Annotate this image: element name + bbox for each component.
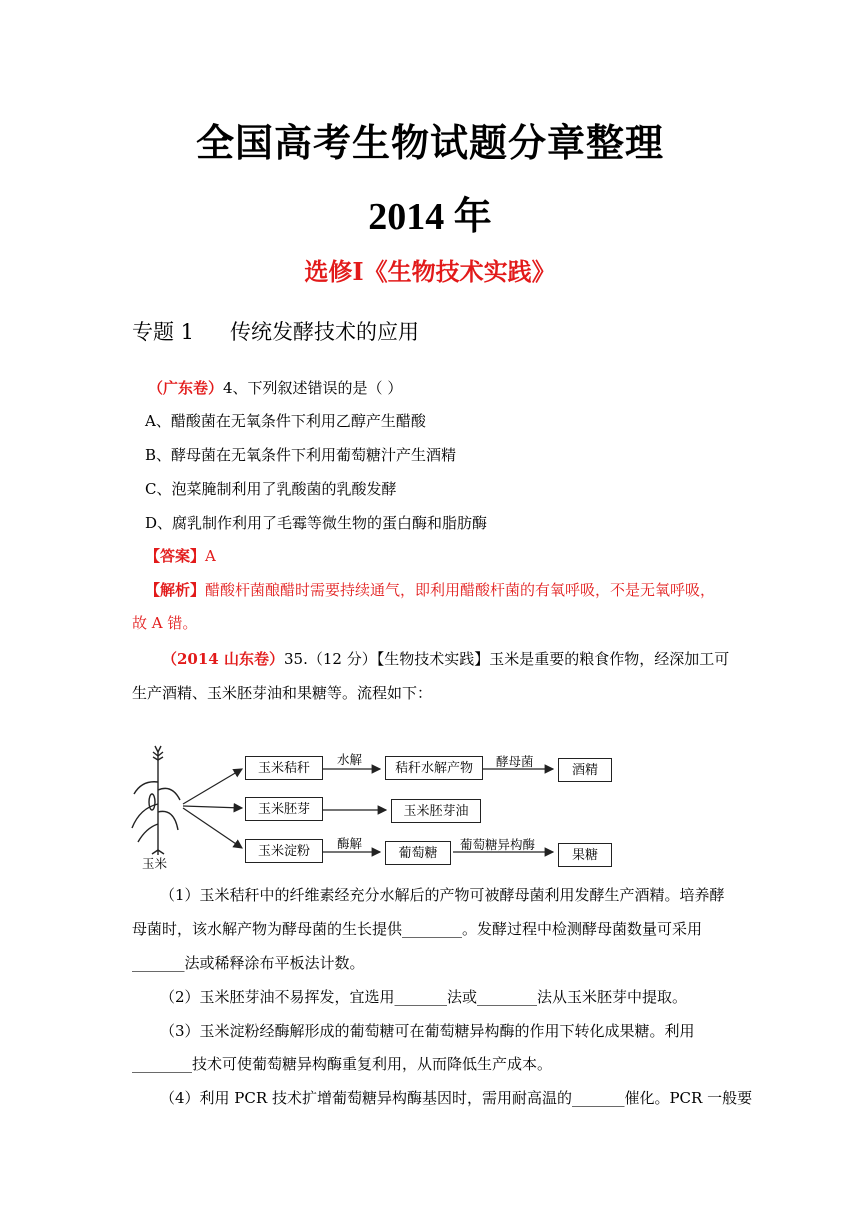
analysis-tag: 【解析】	[145, 581, 206, 599]
q1-analysis-line-2: 故 A 错。	[132, 614, 198, 632]
q1-option-a: A、醋酸菌在无氧条件下利用乙醇产生醋酸	[145, 412, 426, 430]
label-isomerase: 葡萄糖异构酶	[460, 837, 536, 852]
q2-stem-line-2: 生产酒精、玉米胚芽油和果糖等。流程如下：	[132, 684, 433, 702]
box-straw-hydrolysate: 秸秆水解产物	[385, 756, 483, 780]
section-number: 专题 1	[132, 320, 195, 344]
answer-value: A	[205, 547, 216, 565]
q2-part1-line-1: （1）玉米秸秆中的纤维素经充分水解后的产物可被酵母菌利用发酵生产酒精。培养酵	[160, 886, 725, 904]
q1-option-b: B、酵母菌在无氧条件下利用葡萄糖汁产生酒精	[145, 446, 457, 464]
document-title: 全国高考生物试题分章整理	[195, 120, 664, 165]
q2-stem-line-1	[162, 649, 729, 669]
corn-label: 玉米	[142, 856, 168, 871]
label-hydrolysis: 水解	[337, 752, 363, 767]
q1-source: （广东卷）	[148, 379, 224, 397]
q2-part3-line-2: ________技术可使葡萄糖异构酶重复利用，从而降低生产成本。	[132, 1055, 553, 1073]
flow-arrows	[128, 742, 628, 872]
box-fructose: 果糖	[558, 843, 612, 867]
box-corn-germ: 玉米胚芽	[245, 797, 323, 821]
q2-part4: （4）利用 PCR 技术扩增葡萄糖异构酶基因时，需用耐高温的_______催化。PCR 一般要	[160, 1089, 753, 1107]
section-name: 传统发酵技术的应用	[230, 320, 420, 344]
module-title: 选修Ⅰ《生物技术实践》	[304, 257, 556, 286]
box-alcohol: 酒精	[558, 758, 612, 782]
q1-analysis-line-1	[145, 580, 715, 600]
answer-tag: 【答案】	[145, 547, 206, 565]
q2-source: （2014 山东卷）	[162, 650, 284, 668]
box-corn-starch: 玉米淀粉	[245, 839, 323, 863]
q1-option-c: C、泡菜腌制利用了乳酸菌的乳酸发酵	[145, 480, 397, 498]
label-yeast: 酵母菌	[496, 754, 534, 769]
box-glucose: 葡萄糖	[385, 841, 451, 865]
box-corn-straw: 玉米秸秆	[245, 756, 323, 780]
corn-process-flow-diagram	[128, 742, 628, 872]
q2-stem-text: 35.（12 分）【生物技术实践】玉米是重要的粮食作物，经深加工可	[283, 650, 730, 668]
q1-stem-text: 4、下列叙述错误的是（ ）	[223, 379, 403, 397]
document-year: 2014 年	[368, 196, 492, 238]
box-germ-oil: 玉米胚芽油	[391, 799, 481, 823]
analysis-text: 醋酸杆菌酿醋时需要持续通气，即利用醋酸杆菌的有氧呼吸，不是无氧呼吸，	[205, 581, 716, 599]
corn-plant-icon	[132, 746, 180, 855]
q1-stem	[148, 378, 402, 398]
q2-part3-line-1: （3）玉米淀粉经酶解形成的葡萄糖可在葡萄糖异构酶的作用下转化成果糖。利用	[160, 1022, 695, 1040]
q2-part1-line-3: _______法或稀释涂布平板法计数。	[132, 954, 365, 972]
q2-part2: （2）玉米胚芽油不易挥发，宜选用_______法或________法从玉米胚芽中提取。	[160, 988, 688, 1006]
section-heading	[132, 316, 419, 346]
q2-part1-line-2: 母菌时，该水解产物为酵母菌的生长提供________。发酵过程中检测酵母菌数量可采用	[132, 920, 703, 938]
q1-option-d: D、腐乳制作利用了毛霉等微生物的蛋白酶和脂肪酶	[145, 514, 488, 532]
label-enzymolysis: 酶解	[337, 836, 363, 851]
q1-answer	[145, 546, 216, 566]
